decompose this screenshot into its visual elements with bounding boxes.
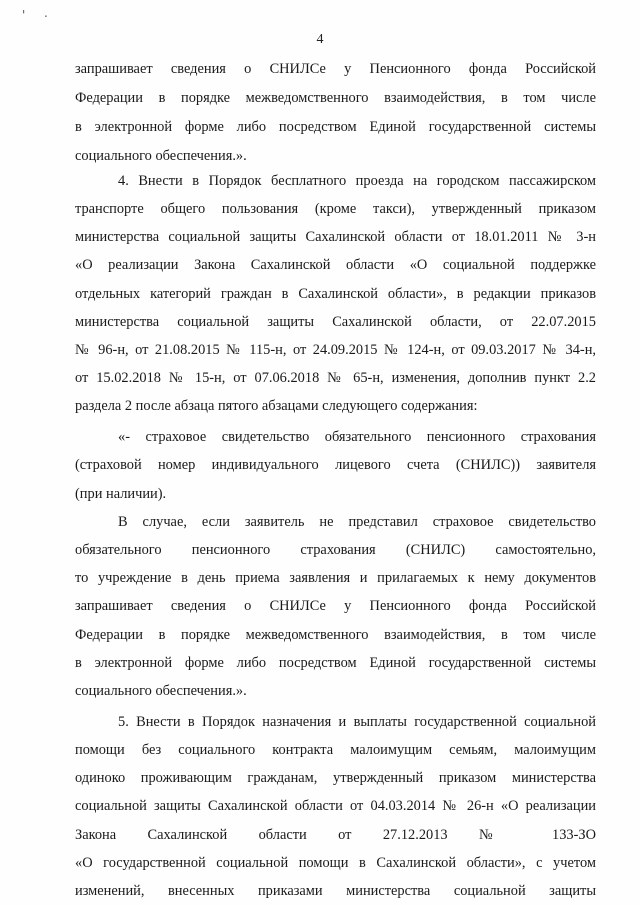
text-line: «О реализации Закона Сахалинской области «О социальной поддержке (75, 257, 596, 273)
scan-mark: . (44, 6, 48, 20)
text-line: транспорте общего пользования (кроме такси), утвержденный приказом (75, 201, 596, 217)
text-line: обязательного пенсионного страхования (СНИЛС) самостоятельно, (75, 542, 596, 558)
text-line: в электронной форме либо посредством Единой государственной системы (75, 119, 596, 135)
text-line: министерства социальной защиты Сахалинской области от 18.01.2011 № 3-н (75, 229, 596, 245)
text-line: (при наличии). (75, 486, 167, 502)
text-line: социальной защиты Сахалинской области от 04.03.2014 № 26-н «О реализации (75, 798, 596, 814)
text-line: (страховой номер индивидуального лицевого счета (СНИЛС)) заявителя (75, 457, 596, 473)
text-line: то учреждение в день приема заявления и прилагаемых к нему документов (75, 570, 596, 586)
text-line: министерства социальной защиты Сахалинской области, от 22.07.2015 (75, 314, 596, 330)
scan-mark: ' (22, 8, 26, 22)
text-line: «О государственной социальной помощи в Сахалинской области», с учетом (75, 855, 596, 871)
text-line: запрашивает сведения о СНИЛСе у Пенсионного фонда Российской (75, 61, 596, 77)
text-line: Закона Сахалинской области от 27.12.2013 № 133-ЗО (75, 827, 596, 843)
text-line: в электронной форме либо посредством Единой государственной системы (75, 655, 596, 671)
text-line: запрашивает сведения о СНИЛСе у Пенсионного фонда Российской (75, 598, 596, 614)
text-line: 5. Внести в Порядок назначения и выплаты государственной социальной (118, 714, 596, 730)
text-line: «- страховое свидетельство обязательного пенсионного страхования (118, 429, 596, 445)
text-line: В случае, если заявитель не представил страховое свидетельство (118, 514, 596, 530)
text-line: от 15.02.2018 № 15-н, от 07.06.2018 № 65-н, изменения, дополнив пункт 2.2 (75, 370, 596, 386)
text-line: № 96-н, от 21.08.2015 № 115-н, от 24.09.2015 № 124-н, от 09.03.2017 № 34-н, (75, 342, 596, 358)
text-line: отдельных категорий граждан в Сахалинской области», в редакции приказов (75, 286, 596, 302)
text-line: 4. Внести в Порядок бесплатного проезда на городском пассажирском (118, 173, 596, 189)
page-number: 4 (316, 32, 324, 47)
text-line: помощи без социального контракта малоимущим семьям, малоимущим (75, 742, 596, 758)
text-line: Федерации в порядке межведомственного взаимодействия, в том числе (75, 90, 596, 106)
text-line: социального обеспечения.». (75, 148, 247, 164)
text-line: одиноко проживающим гражданам, утвержденный приказом министерства (75, 770, 596, 786)
text-line: раздела 2 после абзаца пятого абзацами следующего содержания: (75, 398, 478, 414)
text-line: изменений, внесенных приказами министерства социальной защиты (75, 883, 596, 899)
text-line: Федерации в порядке межведомственного взаимодействия, в том числе (75, 627, 596, 643)
text-line: социального обеспечения.». (75, 683, 247, 699)
